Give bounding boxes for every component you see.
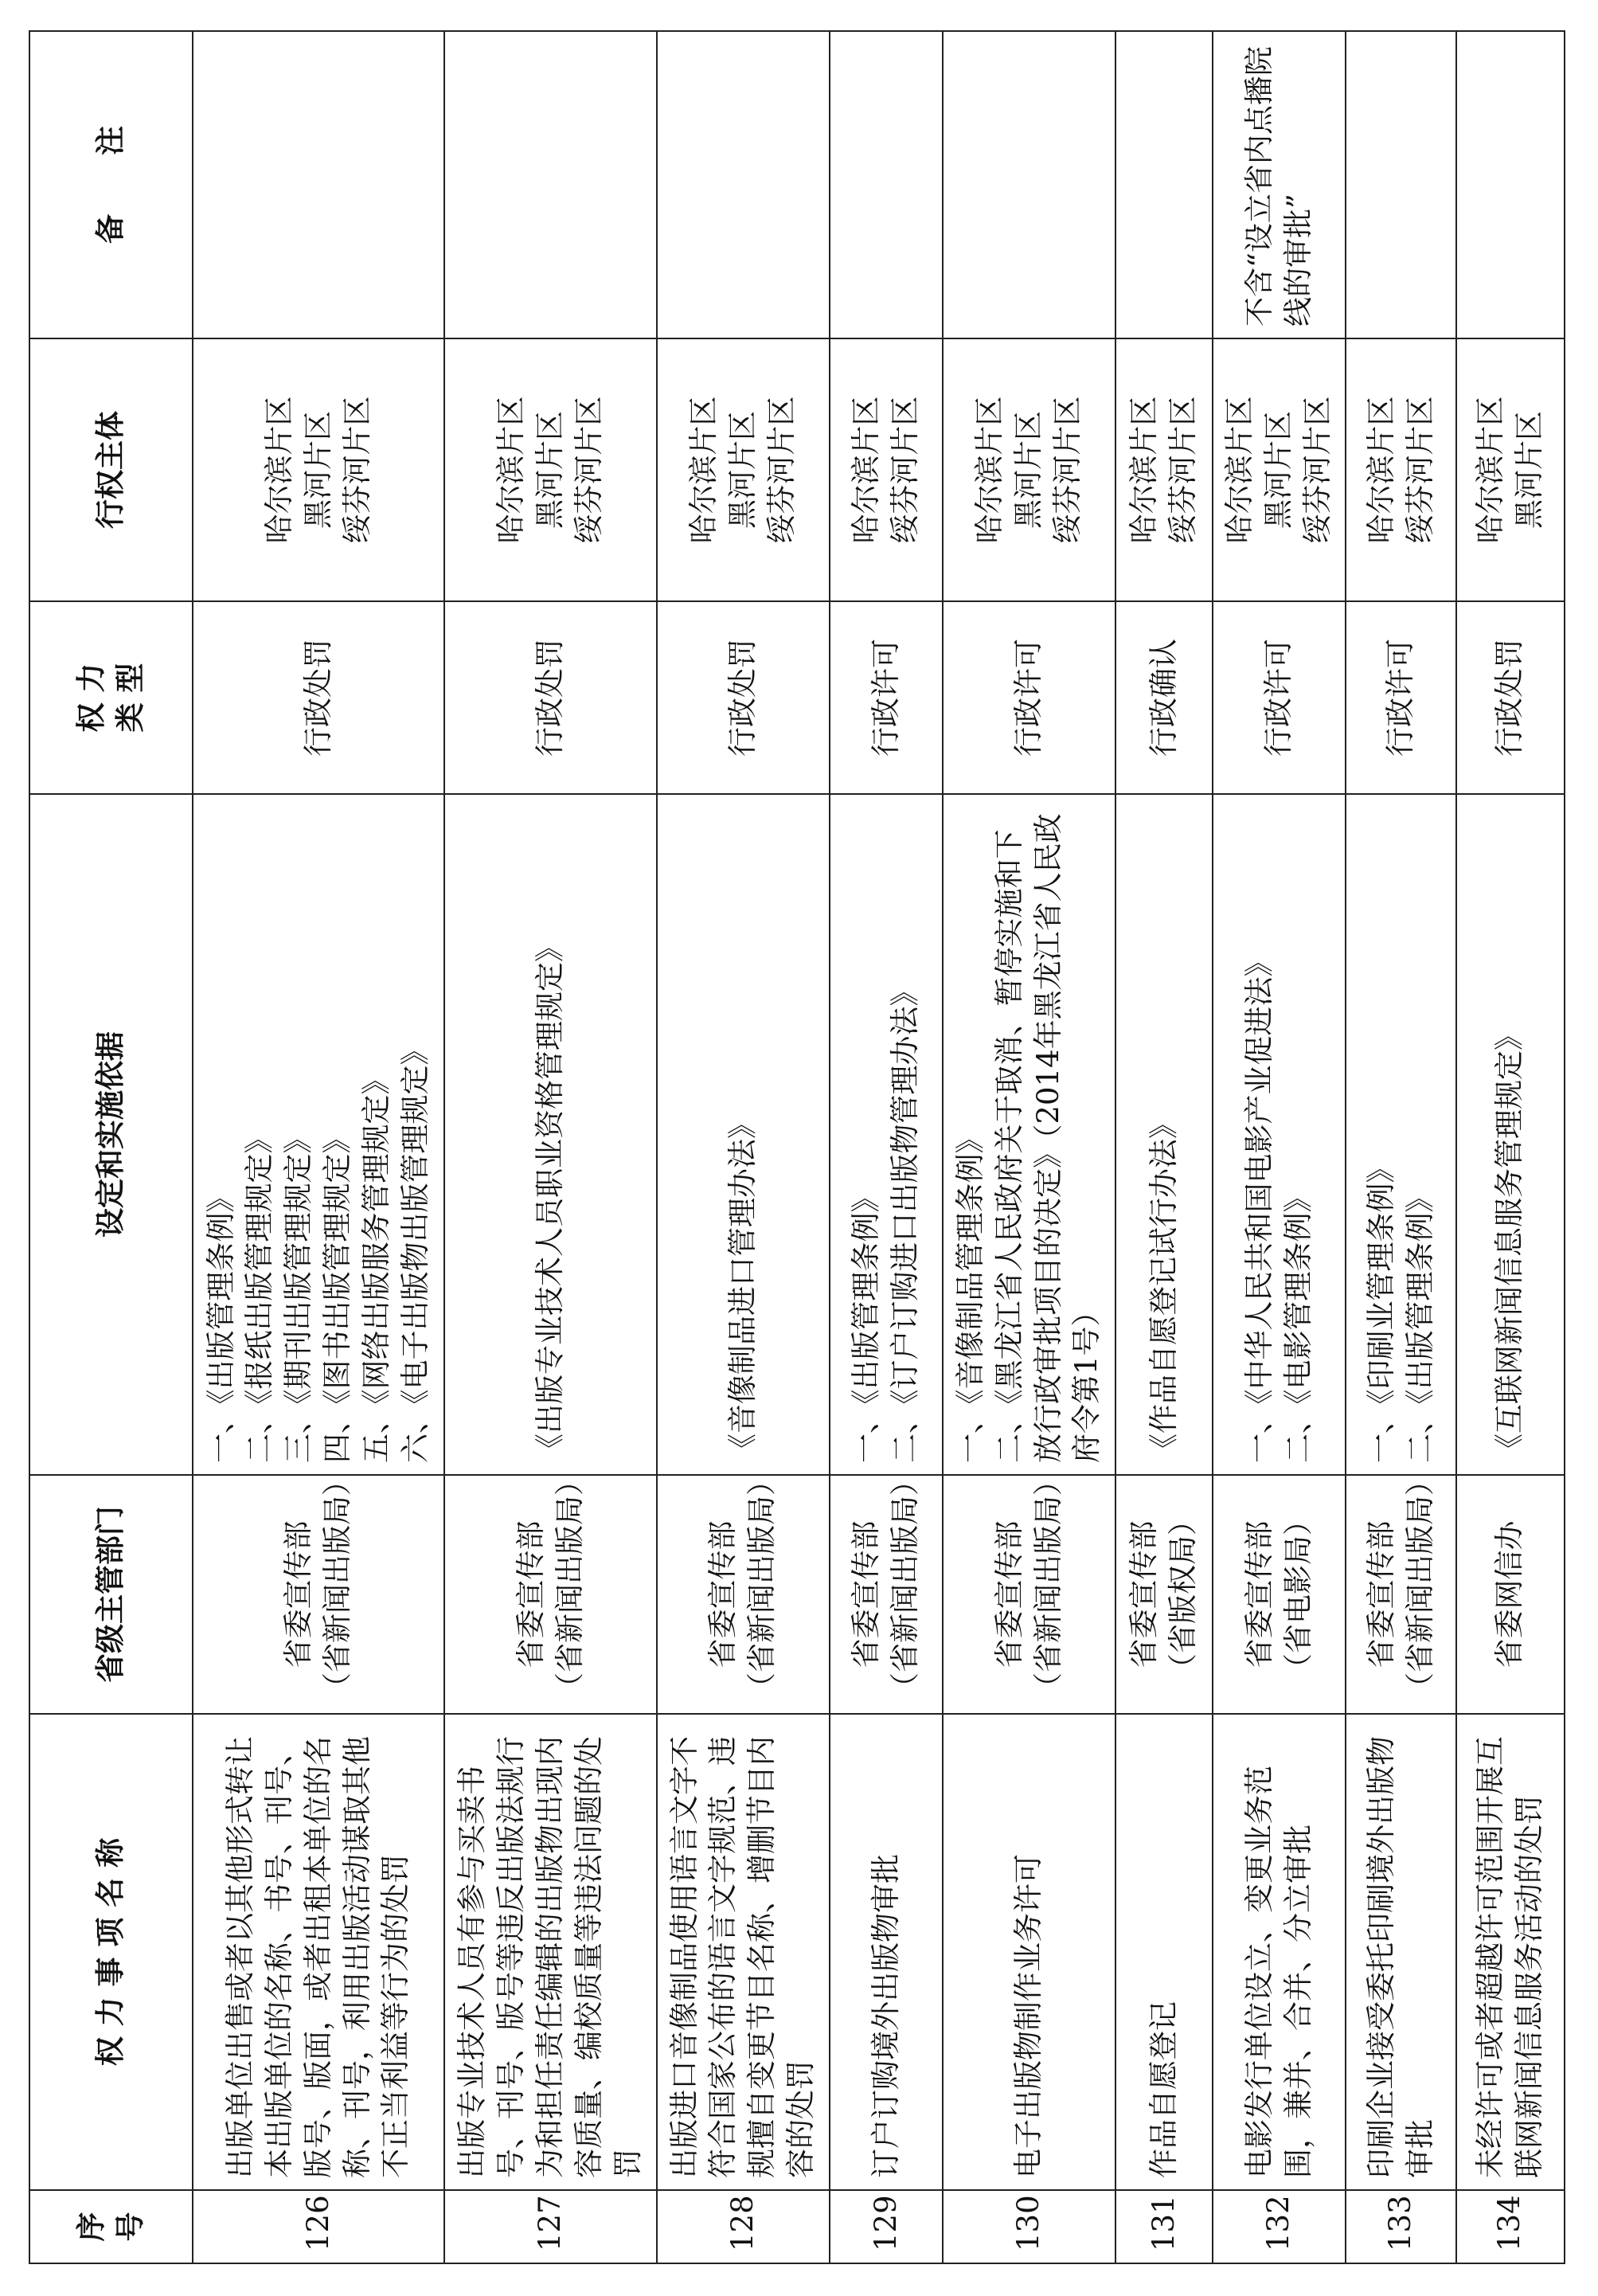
- cell-name: 出版进口音像制品使用语言文字不符合国家公布的语言文字规范、违规擅自变更节目名称、增删节目内容的处罚: [657, 1714, 830, 2190]
- subject-line: 绥芬河片区: [1050, 396, 1085, 544]
- basis-line: 二、《订户订购进口出版物管理办法》: [887, 976, 922, 1463]
- cell-type: 行政许可: [830, 601, 943, 794]
- cell-subject: [444, 338, 657, 601]
- cell-type: 行政确认: [1115, 601, 1213, 794]
- table-row: [943, 31, 1115, 2263]
- table-row: [830, 31, 943, 2263]
- subject-line: 绥芬河片区: [339, 396, 374, 544]
- dept-line: （省新闻出版局）: [744, 1466, 779, 1702]
- subject-line: 绥芬河片区: [1166, 396, 1201, 544]
- cell-type: 行政许可: [1346, 601, 1455, 794]
- basis-line: 二、《黑龙江省人民政府关于取消、暂停实施和下放行政审批项目的决定》（2014年黑龙江省人民政府令第1号）: [991, 813, 1104, 1463]
- basis-line: 六、《电子出版物出版管理规定》: [397, 1035, 432, 1463]
- subject-line: 哈尔滨片区: [1363, 396, 1398, 544]
- dept-line: （省版权局）: [1166, 1506, 1201, 1683]
- subject-line: 绥芬河片区: [1300, 396, 1335, 544]
- dept-line: （省新闻出版局）: [887, 1466, 922, 1702]
- cell-type: 行政处罚: [657, 601, 830, 794]
- basis-line: 五、《网络出版服务管理规定》: [358, 1065, 393, 1463]
- cell-basis: [657, 794, 830, 1475]
- header-row: [29, 31, 193, 2263]
- table-row: [1456, 31, 1565, 2263]
- table-row: [444, 31, 657, 2263]
- cell-seq: 126: [193, 2190, 444, 2263]
- cell-note: [1115, 31, 1213, 338]
- subject-line: 哈尔滨片区: [1222, 396, 1257, 544]
- cell-dept: [657, 1466, 830, 1714]
- cell-type: 行政处罚: [193, 601, 444, 794]
- subject-line: 哈尔滨片区: [494, 396, 529, 544]
- cell-seq: 131: [1115, 2190, 1213, 2263]
- cell-name: 印刷企业接受委托印刷境外出版物审批: [1346, 1714, 1455, 2190]
- table-row: [1115, 31, 1213, 2263]
- table-row: [1213, 31, 1346, 2263]
- basis-line: 《音像制品进口管理办法》: [725, 1109, 760, 1463]
- subject-line: 哈尔滨片区: [1473, 396, 1507, 544]
- cell-basis: [1213, 794, 1346, 1475]
- cell-seq: 130: [943, 2190, 1115, 2263]
- cell-subject: [1456, 338, 1565, 601]
- cell-basis: [830, 794, 943, 1475]
- header-subject: 行权主体: [29, 338, 193, 601]
- basis-line: 《出版专业技术人员职业资格管理规定》: [533, 933, 568, 1463]
- dept-line: 省委宣传部: [705, 1520, 740, 1668]
- basis-line: 一、《出版管理条例》: [203, 1183, 238, 1463]
- dept-line: （省电影局）: [1280, 1506, 1315, 1683]
- subject-line: 哈尔滨片区: [261, 396, 296, 544]
- subject-line: 绥芬河片区: [764, 396, 799, 544]
- basis-line: 四、《图书出版管理规定》: [320, 1124, 355, 1463]
- cell-dept: [1346, 1466, 1455, 1714]
- cell-basis: [1115, 794, 1213, 1475]
- dept-line: 省委宣传部: [1363, 1520, 1398, 1668]
- cell-type: 行政处罚: [444, 601, 657, 794]
- cell-subject: [657, 338, 830, 601]
- header-basis: 设定和实施依据: [29, 794, 193, 1475]
- dept-line: 省委网信办: [1492, 1520, 1527, 1668]
- cell-name: 电影发行单位设立、变更业务范围，兼并、合并、分立审批: [1213, 1714, 1346, 2190]
- cell-dept: [193, 1466, 444, 1714]
- cell-subject: [1346, 338, 1455, 601]
- cell-subject: [1213, 338, 1346, 601]
- cell-seq: 132: [1213, 2190, 1346, 2263]
- dept-line: （省新闻出版局）: [320, 1466, 355, 1702]
- dept-line: 省委宣传部: [849, 1520, 884, 1668]
- dept-line: 省委宣传部: [513, 1520, 548, 1668]
- subject-line: 绥芬河片区: [887, 396, 922, 544]
- cell-note: [830, 31, 943, 338]
- cell-subject: [830, 338, 943, 601]
- cell-dept: [1115, 1475, 1213, 1714]
- subject-line: 哈尔滨片区: [1127, 396, 1162, 544]
- subject-line: 哈尔滨片区: [686, 396, 721, 544]
- cell-subject: [1115, 338, 1213, 601]
- dept-line: 省委宣传部: [1127, 1520, 1162, 1668]
- cell-note: [1346, 31, 1455, 338]
- dept-line: （省新闻出版局）: [552, 1466, 587, 1702]
- cell-dept: [1456, 1475, 1565, 1714]
- cell-dept: [444, 1466, 657, 1714]
- cell-name: 订户订购境外出版物审批: [830, 1714, 943, 2190]
- cell-dept: [943, 1466, 1115, 1714]
- power-list-table: [29, 30, 1565, 2264]
- header-name: 权 力 事 项 名 称: [29, 1714, 193, 2190]
- cell-name: 电子出版物制作业务许可: [943, 1714, 1115, 2190]
- cell-note: [657, 31, 830, 338]
- header-seq: 序号: [29, 2190, 193, 2263]
- cell-basis: [943, 794, 1115, 1475]
- subject-line: 绥芬河片区: [1402, 396, 1437, 544]
- subject-line: 哈尔滨片区: [849, 396, 884, 544]
- cell-basis: [1456, 794, 1565, 1475]
- subject-line: 黑河片区: [1011, 411, 1046, 529]
- cell-name: 出版单位出售或者以其他形式转让本出版单位的名称、书号、刊号、版号、版面，或者出租本单位的名称、刊号，利用出版活动谋取其他不正当利益等行为的处罚: [193, 1714, 444, 2190]
- cell-subject: [193, 338, 444, 601]
- cell-name: 作品自愿登记: [1115, 1714, 1213, 2190]
- subject-line: 黑河片区: [300, 411, 335, 529]
- cell-basis: [444, 794, 657, 1475]
- table-row: [1346, 31, 1455, 2263]
- header-note: 备 注: [29, 31, 193, 338]
- header-type: 权 力 类 型: [29, 601, 193, 794]
- subject-line: 黑河片区: [725, 411, 760, 529]
- subject-line: 绥芬河片区: [571, 396, 606, 544]
- cell-note: [1456, 31, 1565, 338]
- dept-line: （省新闻出版局）: [1402, 1466, 1437, 1702]
- table-body: [193, 31, 1565, 2263]
- cell-dept: [830, 1466, 943, 1714]
- cell-dept: [1213, 1475, 1346, 1714]
- header-dept: 省级主管部门: [29, 1475, 193, 1714]
- cell-seq: 128: [657, 2190, 830, 2263]
- cell-type: 行政处罚: [1456, 601, 1565, 794]
- cell-seq: 127: [444, 2190, 657, 2263]
- basis-line: 二、《电影管理条例》: [1280, 1183, 1315, 1463]
- cell-seq: 134: [1456, 2190, 1565, 2263]
- cell-basis: [193, 794, 444, 1475]
- cell-basis: [1346, 794, 1455, 1475]
- cell-note: 不含“设立省内点播院线的审批”: [1213, 31, 1346, 338]
- basis-line: 《互联网新闻信息服务管理规定》: [1492, 1021, 1527, 1463]
- basis-line: 一、《出版管理条例》: [849, 1183, 884, 1463]
- cell-note: [444, 31, 657, 338]
- basis-line: 二、《出版管理条例》: [1402, 1183, 1437, 1463]
- subject-line: 黑河片区: [533, 411, 568, 529]
- basis-line: 《作品自愿登记试行办法》: [1146, 1109, 1181, 1463]
- table-row: [193, 31, 444, 2263]
- cell-note: [943, 31, 1115, 338]
- subject-line: 黑河片区: [1511, 411, 1546, 529]
- basis-line: 一、《音像制品管理条例》: [952, 1124, 987, 1463]
- subject-line: 黑河片区: [1261, 411, 1296, 529]
- dept-line: 省委宣传部: [281, 1520, 316, 1668]
- cell-type: 行政许可: [1213, 601, 1346, 794]
- cell-seq: 129: [830, 2190, 943, 2263]
- cell-note: [193, 31, 444, 338]
- table-row: [657, 31, 830, 2263]
- cell-type: 行政许可: [943, 601, 1115, 794]
- subject-line: 哈尔滨片区: [972, 396, 1007, 544]
- dept-line: （省新闻出版局）: [1030, 1466, 1065, 1702]
- cell-name: 出版专业技术人员有参与买卖书号、刊号、版号等违反出版法规行为和担任责任编辑的出版物出现内容质量、编校质量等违法问题的处罚: [444, 1714, 657, 2190]
- cell-seq: 133: [1346, 2190, 1455, 2263]
- basis-line: 一、《中华人民共和国电影产业促进法》: [1241, 947, 1276, 1463]
- basis-line: 一、《印刷业管理条例》: [1363, 1153, 1398, 1463]
- dept-line: 省委宣传部: [1241, 1520, 1276, 1668]
- basis-line: 二、《报纸出版管理规定》: [242, 1124, 277, 1463]
- dept-line: 省委宣传部: [991, 1520, 1026, 1668]
- cell-name: 未经许可或者超越许可范围开展互联网新闻信息服务活动的处罚: [1456, 1714, 1565, 2190]
- cell-subject: [943, 338, 1115, 601]
- basis-line: 三、《期刊出版管理规定》: [281, 1124, 316, 1463]
